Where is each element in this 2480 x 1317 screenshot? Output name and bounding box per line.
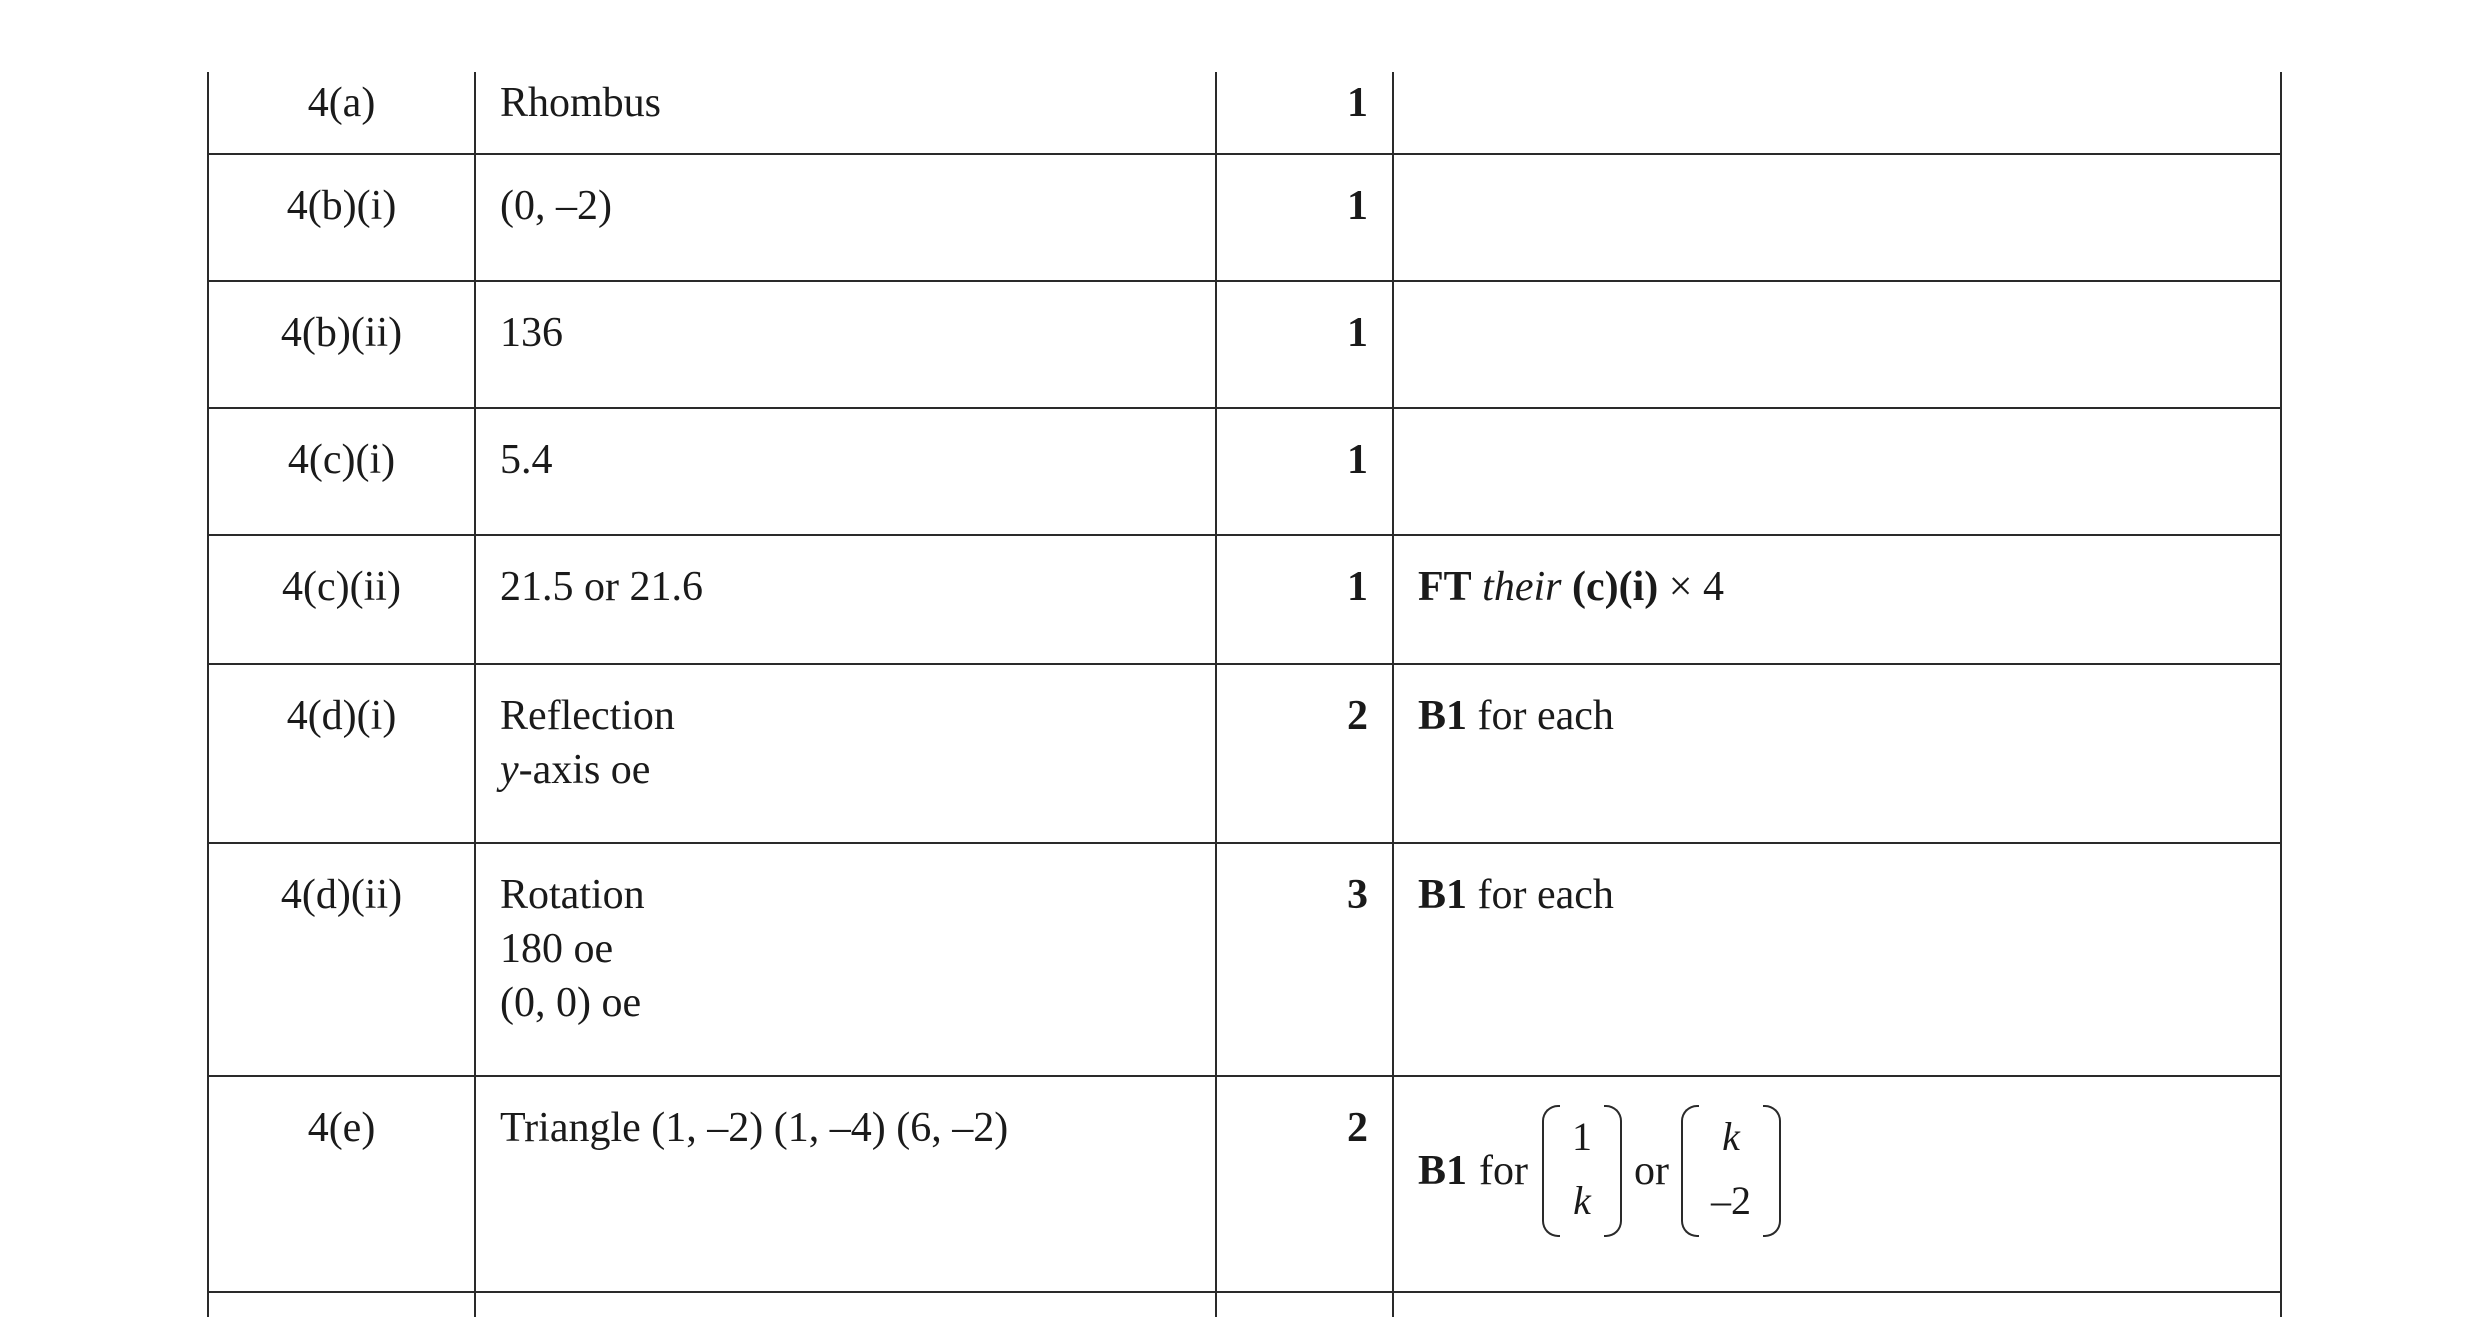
marks-cell (1216, 72, 1393, 154)
notes-cell (1393, 843, 2281, 1076)
answer-text: 180 oe (500, 926, 614, 972)
for-label: for (1479, 1148, 1528, 1194)
table-row (208, 281, 2281, 408)
column-vector-2 (1681, 1105, 1781, 1237)
table-row (208, 535, 2281, 664)
question-label: 4(b)(ii) (280, 310, 403, 356)
answer-cell (475, 154, 1216, 281)
table-row (208, 154, 2281, 281)
notes-rest: for each (1477, 693, 1614, 739)
marks-value: 2 (1347, 693, 1368, 739)
answer-cell (475, 535, 1216, 664)
vector-values (1699, 1105, 1763, 1233)
ft-label: FT (1418, 564, 1472, 610)
b1-label: B1 (1418, 1148, 1468, 1194)
table-row (208, 1076, 2281, 1292)
notes-text (1418, 560, 2280, 614)
question-label: 4(c)(i) (287, 437, 396, 483)
answer-text: Rhombus (500, 80, 662, 126)
answer-cell (475, 408, 1216, 535)
answer-cell (475, 843, 1216, 1076)
answer-text (500, 743, 1215, 797)
question-cell (208, 72, 475, 154)
table-row (208, 72, 2281, 154)
question-label: 4(a) (307, 80, 376, 126)
marks-value: 2 (1347, 1105, 1368, 1151)
question-cell (208, 1076, 475, 1292)
question-cell (208, 154, 475, 281)
question-cell (208, 1292, 475, 1317)
marks-value: 3 (1347, 872, 1368, 918)
axis-suffix: -axis oe (518, 747, 651, 793)
notes-cell (1393, 535, 2281, 664)
answer-text: (0, 0) oe (500, 980, 642, 1026)
marks-cell (1216, 664, 1393, 843)
question-cell (208, 535, 475, 664)
vector-top: k (1722, 1114, 1740, 1159)
notes-cell (1393, 1076, 2281, 1292)
vector-values (1560, 1105, 1604, 1233)
part-reference: (c)(i) (1572, 564, 1659, 610)
marks-value: 1 (1347, 80, 1368, 126)
left-paren (1542, 1105, 1560, 1237)
their-label: their (1482, 564, 1562, 610)
answer-cell (475, 1292, 1216, 1317)
marks-value: 1 (1347, 437, 1368, 483)
vector-bottom: –2 (1711, 1178, 1751, 1223)
answer-cell (475, 1076, 1216, 1292)
right-paren (1763, 1105, 1781, 1237)
table-row (208, 843, 2281, 1076)
notes-text (1418, 1105, 2280, 1237)
answer-text: Reflection (500, 693, 675, 739)
marks-cell (1216, 408, 1393, 535)
or-label: or (1634, 1148, 1669, 1194)
right-paren (1604, 1105, 1622, 1237)
question-label: 4(d)(ii) (280, 872, 403, 918)
question-label: 4(b)(i) (286, 183, 397, 229)
left-paren (1681, 1105, 1699, 1237)
question-cell (208, 281, 475, 408)
b1-label: B1 (1418, 872, 1468, 918)
marks-cell (1216, 281, 1393, 408)
mark-scheme-table (207, 72, 2282, 1317)
marks-cell (1216, 1076, 1393, 1292)
table-row (208, 664, 2281, 843)
notes-cell (1393, 408, 2281, 535)
axis-variable: y (500, 747, 519, 793)
marks-cell (1216, 154, 1393, 281)
answer-cell (475, 281, 1216, 408)
notes-text (1418, 689, 2280, 743)
notes-cell (1393, 281, 2281, 408)
notes-cell (1393, 72, 2281, 154)
notes-rest: for each (1477, 872, 1614, 918)
marks-value: 1 (1347, 564, 1368, 610)
notes-text (1418, 868, 2280, 922)
marks-cell (1216, 1292, 1393, 1317)
answer-text: Triangle (1, –2) (1, –4) (6, –2) (500, 1105, 1009, 1151)
vector-bottom: k (1573, 1178, 1591, 1223)
marks-value: 1 (1347, 310, 1368, 356)
b1-label: B1 (1418, 693, 1468, 739)
question-cell (208, 408, 475, 535)
vector-top: 1 (1572, 1114, 1592, 1159)
answer-text: 5.4 (500, 437, 553, 483)
question-label: 4(d)(i) (286, 693, 397, 739)
table-row (208, 408, 2281, 535)
answer-text: 21.5 or 21.6 (500, 564, 703, 610)
notes-cell (1393, 154, 2281, 281)
column-vector-1 (1542, 1105, 1622, 1237)
answer-text: Rotation (500, 872, 645, 918)
answer-text: (0, –2) (500, 183, 612, 229)
question-label: 4(c)(ii) (282, 564, 401, 610)
notes-rest: × 4 (1668, 564, 1724, 610)
marks-cell (1216, 535, 1393, 664)
answer-cell (475, 664, 1216, 843)
marks-value: 1 (1347, 183, 1368, 229)
notes-cell (1393, 1292, 2281, 1317)
marks-cell (1216, 843, 1393, 1076)
notes-cell (1393, 664, 2281, 843)
table-row (208, 1292, 2281, 1317)
answer-cell (475, 72, 1216, 154)
question-label: 4(e) (307, 1105, 376, 1151)
answer-text: 136 (500, 310, 563, 356)
question-cell (208, 664, 475, 843)
question-cell (208, 843, 475, 1076)
